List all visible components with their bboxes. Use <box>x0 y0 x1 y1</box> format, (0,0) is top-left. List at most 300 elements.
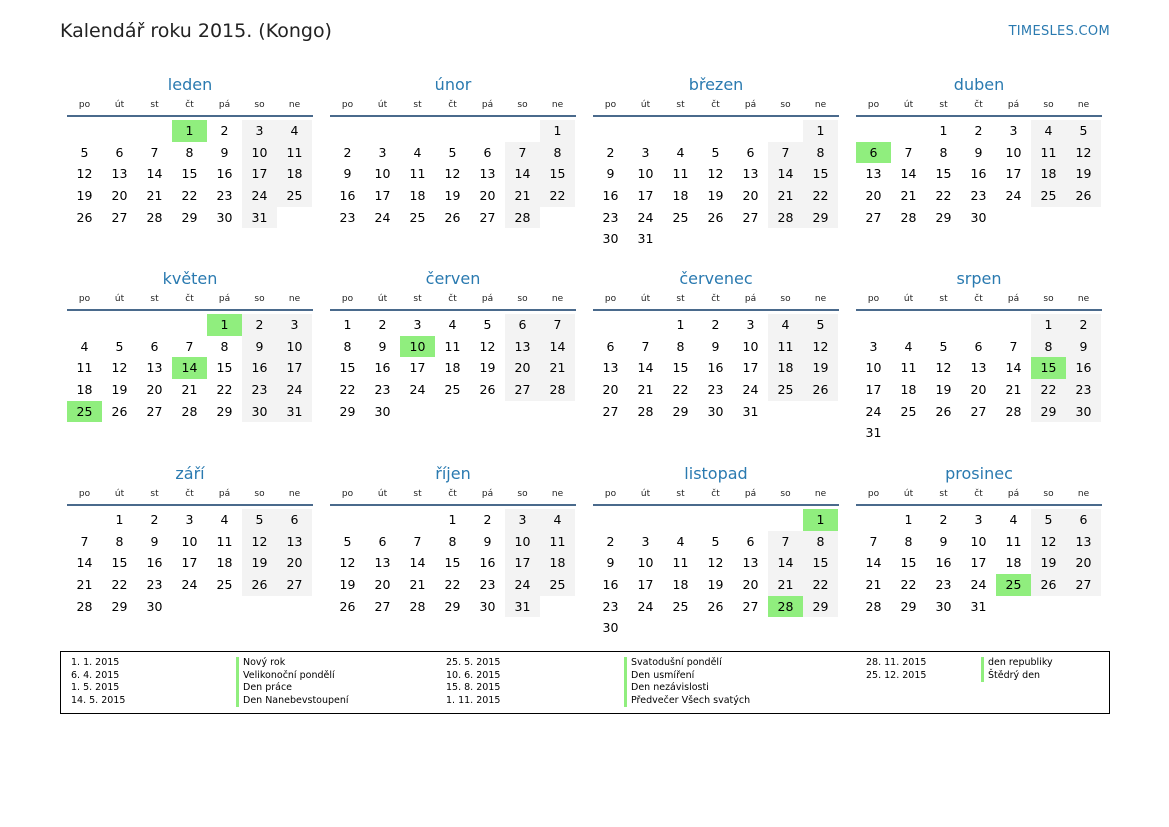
day-cell: 31 <box>742 403 759 419</box>
day-cell: 8 <box>803 142 838 164</box>
day-cell: 28 <box>505 207 540 229</box>
week-row <box>330 207 576 229</box>
weekday-label: čt <box>448 100 457 110</box>
week-row <box>330 552 576 574</box>
day-cell: 4 <box>676 144 685 160</box>
week-row <box>330 401 576 423</box>
week-row <box>856 509 1102 531</box>
day-cell: 8 <box>676 338 685 354</box>
weekday-label: út <box>377 100 388 110</box>
weekday-label: út <box>114 489 125 499</box>
day-cell: 4 <box>80 338 89 354</box>
weekday-label: út <box>903 489 914 499</box>
day-cell: 7 <box>413 533 422 549</box>
month-name: leden <box>167 75 213 94</box>
weekday-label: po <box>867 100 880 110</box>
empty-cell <box>733 120 768 142</box>
weekday-label: čt <box>448 294 457 304</box>
empty-cell <box>803 228 838 250</box>
day-cell: 26 <box>444 209 461 225</box>
day-cell: 31 <box>637 231 654 247</box>
day-cell: 28 <box>768 596 803 618</box>
day-cell: 2 <box>1066 314 1101 336</box>
day-cell: 7 <box>768 531 803 553</box>
day-cell: 5 <box>711 144 720 160</box>
day-cell: 31 <box>277 401 312 423</box>
day-cell: 23 <box>374 382 391 398</box>
legend-names <box>236 657 349 707</box>
empty-cell <box>926 314 961 336</box>
day-cell: 9 <box>974 144 983 160</box>
weekday-label: so <box>254 100 265 110</box>
day-cell: 26 <box>1066 185 1101 207</box>
weekday-label: čt <box>974 100 983 110</box>
day-cell: 4 <box>540 509 575 531</box>
week-row <box>856 596 1102 618</box>
day-cell: 27 <box>1066 574 1101 596</box>
legend-names <box>981 657 1053 682</box>
day-cell: 31 <box>970 598 987 614</box>
day-cell: 6 <box>378 533 387 549</box>
weekday-label: pá <box>218 100 231 110</box>
day-cell: 24 <box>970 577 987 593</box>
day-cell: 6 <box>606 338 615 354</box>
day-cell: 26 <box>479 382 496 398</box>
weekday-label: ne <box>1077 294 1090 304</box>
weekday-label: pá <box>744 294 757 304</box>
weekday-label: po <box>341 489 354 499</box>
day-cell: 12 <box>339 555 356 571</box>
day-cell: 14 <box>768 163 803 185</box>
empty-cell <box>172 596 207 618</box>
day-cell: 10 <box>970 533 987 549</box>
day-cell: 23 <box>602 598 619 614</box>
day-cell: 18 <box>1031 163 1066 185</box>
month-name: květen <box>162 269 218 288</box>
day-cell: 11 <box>76 360 93 376</box>
day-cell: 2 <box>242 314 277 336</box>
day-cell: 6 <box>505 314 540 336</box>
day-cell: 17 <box>970 555 987 571</box>
empty-cell <box>733 617 768 639</box>
legend-date: 15. 8. 2015 <box>446 682 501 694</box>
day-cell: 21 <box>768 185 803 207</box>
day-cell: 10 <box>242 142 277 164</box>
weekday-label: ne <box>1077 100 1090 110</box>
empty-cell <box>1066 596 1101 618</box>
day-cell: 14 <box>768 552 803 574</box>
day-cell: 1 <box>676 317 685 332</box>
day-cell: 17 <box>505 552 540 574</box>
day-cell: 16 <box>707 360 724 376</box>
weekday-header <box>593 292 839 311</box>
empty-cell <box>803 401 838 423</box>
week-row <box>330 142 576 164</box>
day-cell: 5 <box>803 314 838 336</box>
day-cell: 7 <box>540 314 575 336</box>
day-cell: 10 <box>374 166 391 182</box>
empty-cell <box>628 617 663 639</box>
day-cell: 30 <box>602 620 619 636</box>
day-cell: 16 <box>216 166 233 182</box>
empty-cell <box>540 596 575 618</box>
day-cell: 15 <box>339 360 356 376</box>
day-cell: 1 <box>172 120 207 142</box>
day-cell: 17 <box>277 357 312 379</box>
day-cell: 14 <box>172 357 207 379</box>
day-cell: 14 <box>409 555 426 571</box>
day-cell: 14 <box>505 163 540 185</box>
legend-holiday-name: Den práce <box>236 682 349 695</box>
day-cell: 13 <box>865 166 882 182</box>
day-cell: 29 <box>216 403 233 419</box>
day-cell: 18 <box>672 577 689 593</box>
day-cell: 25 <box>1031 185 1066 207</box>
day-cell: 5 <box>448 144 457 160</box>
empty-cell <box>996 207 1031 229</box>
weekday-label: ne <box>288 294 301 304</box>
day-cell: 6 <box>746 533 755 549</box>
day-cell: 11 <box>409 166 426 182</box>
empty-cell <box>435 401 470 423</box>
day-cell: 19 <box>707 577 724 593</box>
day-cell: 22 <box>803 185 838 207</box>
week-row <box>856 422 1102 444</box>
day-cell: 20 <box>865 188 882 204</box>
day-cell: 7 <box>768 142 803 164</box>
day-cell: 20 <box>742 577 759 593</box>
weekday-label: ne <box>551 100 564 110</box>
day-cell: 28 <box>768 207 803 229</box>
day-cell: 7 <box>185 338 194 354</box>
day-cell: 18 <box>768 357 803 379</box>
day-cell: 25 <box>768 379 803 401</box>
day-cell: 19 <box>707 188 724 204</box>
day-cell: 2 <box>606 144 615 160</box>
month-6 <box>593 266 839 444</box>
day-cell: 23 <box>707 382 724 398</box>
day-cell: 21 <box>768 574 803 596</box>
day-cell: 4 <box>413 144 422 160</box>
day-cell: 16 <box>339 188 356 204</box>
day-cell: 18 <box>900 382 917 398</box>
day-cell: 27 <box>742 209 759 225</box>
day-cell: 15 <box>672 360 689 376</box>
empty-cell <box>505 401 540 423</box>
empty-cell <box>856 120 891 142</box>
day-cell: 15 <box>181 166 198 182</box>
day-cell: 24 <box>374 209 391 225</box>
week-row <box>593 617 839 639</box>
day-cell: 15 <box>803 552 838 574</box>
weekday-header <box>593 487 839 506</box>
week-row <box>856 163 1102 185</box>
empty-cell <box>1066 207 1101 229</box>
week-row <box>593 596 839 618</box>
empty-cell <box>698 120 733 142</box>
week-row <box>856 120 1102 142</box>
empty-cell <box>400 120 435 142</box>
brand-link[interactable]: TIMESLES.COM <box>1008 24 1110 39</box>
day-cell: 3 <box>641 144 650 160</box>
day-cell: 13 <box>505 336 540 358</box>
empty-cell <box>891 422 926 444</box>
weekday-label: st <box>676 100 685 110</box>
day-cell: 30 <box>479 598 496 614</box>
day-cell: 11 <box>277 142 312 164</box>
day-cell: 17 <box>374 188 391 204</box>
day-cell: 29 <box>339 403 356 419</box>
empty-cell <box>365 120 400 142</box>
day-cell: 16 <box>479 555 496 571</box>
weekday-label: so <box>1043 100 1054 110</box>
week-row <box>856 574 1102 596</box>
day-cell: 15 <box>444 555 461 571</box>
day-cell: 19 <box>479 360 496 376</box>
day-cell: 28 <box>146 209 163 225</box>
day-cell: 7 <box>1009 338 1018 354</box>
empty-cell <box>172 314 207 336</box>
day-cell: 25 <box>216 577 233 593</box>
day-cell: 1 <box>904 512 913 527</box>
weekday-label: ne <box>814 100 827 110</box>
weekday-label: st <box>413 294 422 304</box>
legend-date: 1. 1. 2015 <box>71 657 120 668</box>
day-cell: 29 <box>935 209 952 225</box>
day-cell: 30 <box>216 209 233 225</box>
month-2 <box>593 72 839 250</box>
empty-cell <box>733 509 768 531</box>
day-cell: 28 <box>409 598 426 614</box>
day-cell: 12 <box>444 166 461 182</box>
day-cell: 26 <box>1031 574 1066 596</box>
legend-dates <box>866 657 926 682</box>
day-cell: 9 <box>220 144 229 160</box>
day-cell: 11 <box>672 555 689 571</box>
weekday-header <box>67 292 313 311</box>
weekday-label: út <box>903 294 914 304</box>
legend-holiday-name: Nový rok <box>236 657 349 670</box>
weekday-header <box>330 292 576 311</box>
week-row <box>593 574 839 596</box>
weekday-label: st <box>413 489 422 499</box>
day-cell: 28 <box>900 209 917 225</box>
day-cell: 15 <box>111 555 128 571</box>
day-cell: 2 <box>220 123 229 138</box>
empty-cell <box>803 617 838 639</box>
legend-holiday-name: Svatodušní pondělí <box>624 657 750 670</box>
week-row <box>593 120 839 142</box>
day-cell: 3 <box>746 317 755 332</box>
day-cell: 12 <box>111 360 128 376</box>
empty-cell <box>926 422 961 444</box>
day-cell: 13 <box>970 360 987 376</box>
empty-cell <box>470 401 505 423</box>
empty-cell <box>698 509 733 531</box>
day-cell: 29 <box>444 598 461 614</box>
legend-holiday-name: Štědrý den <box>981 670 1053 683</box>
day-cell: 24 <box>181 577 198 593</box>
day-cell: 12 <box>1031 531 1066 553</box>
empty-cell <box>67 509 102 531</box>
day-cell: 9 <box>242 336 277 358</box>
weekday-label: čt <box>974 489 983 499</box>
day-cell: 20 <box>146 382 163 398</box>
weekday-label: pá <box>744 100 757 110</box>
weekday-label: út <box>640 294 651 304</box>
day-cell: 21 <box>865 577 882 593</box>
day-cell: 27 <box>865 209 882 225</box>
month-9 <box>330 461 576 639</box>
day-cell: 18 <box>409 188 426 204</box>
legend-date: 14. 5. 2015 <box>71 694 126 706</box>
day-cell: 2 <box>378 317 387 332</box>
empty-cell <box>593 509 628 531</box>
weekday-label: ne <box>551 489 564 499</box>
weekday-label: so <box>1043 294 1054 304</box>
empty-cell <box>768 617 803 639</box>
day-cell: 2 <box>483 512 492 527</box>
day-cell: 9 <box>343 166 352 182</box>
weekday-label: ne <box>551 294 564 304</box>
day-cell: 5 <box>939 338 948 354</box>
day-cell: 25 <box>444 382 461 398</box>
day-cell: 22 <box>900 577 917 593</box>
empty-cell <box>628 509 663 531</box>
day-cell: 5 <box>115 338 124 354</box>
empty-cell <box>435 120 470 142</box>
day-cell: 8 <box>540 142 575 164</box>
weekday-label: čt <box>448 489 457 499</box>
weekday-label: út <box>114 100 125 110</box>
legend-names <box>624 657 750 707</box>
day-cell: 25 <box>540 574 575 596</box>
day-cell: 9 <box>378 338 387 354</box>
weekday-label: pá <box>218 489 231 499</box>
weekday-label: po <box>341 100 354 110</box>
day-cell: 7 <box>505 142 540 164</box>
day-cell: 10 <box>181 533 198 549</box>
day-cell: 2 <box>974 123 983 138</box>
weekday-label: út <box>377 294 388 304</box>
month-8 <box>67 461 313 639</box>
day-cell: 18 <box>277 163 312 185</box>
day-cell: 17 <box>865 382 882 398</box>
day-cell: 25 <box>67 401 102 423</box>
empty-cell <box>663 617 698 639</box>
day-cell: 29 <box>900 598 917 614</box>
month-name: červen <box>425 269 481 288</box>
day-cell: 27 <box>374 598 391 614</box>
legend-holiday-name: Předvečer Všech svatých <box>624 695 750 708</box>
week-row <box>856 531 1102 553</box>
day-cell: 9 <box>150 533 159 549</box>
day-cell: 9 <box>711 338 720 354</box>
week-row <box>856 379 1102 401</box>
day-cell: 7 <box>150 144 159 160</box>
weekday-label: st <box>413 100 422 110</box>
day-cell: 2 <box>343 144 352 160</box>
empty-cell <box>961 314 996 336</box>
day-cell: 27 <box>277 574 312 596</box>
day-cell: 27 <box>146 403 163 419</box>
day-cell: 30 <box>1066 401 1101 423</box>
day-cell: 16 <box>374 360 391 376</box>
month-name: září <box>175 464 205 483</box>
weekday-label: pá <box>1007 489 1020 499</box>
weekday-label: so <box>517 294 528 304</box>
day-cell: 5 <box>1031 509 1066 531</box>
day-cell: 17 <box>409 360 426 376</box>
day-cell: 12 <box>803 336 838 358</box>
day-cell: 30 <box>242 401 277 423</box>
day-cell: 24 <box>637 598 654 614</box>
empty-cell <box>242 596 277 618</box>
day-cell: 1 <box>803 509 838 531</box>
weekday-label: st <box>939 489 948 499</box>
day-cell: 22 <box>672 382 689 398</box>
day-cell: 16 <box>970 166 987 182</box>
day-cell: 20 <box>742 188 759 204</box>
weekday-label: čt <box>711 100 720 110</box>
empty-cell <box>768 228 803 250</box>
month-7 <box>856 266 1102 444</box>
day-cell: 5 <box>80 144 89 160</box>
day-cell: 1 <box>540 120 575 142</box>
week-row <box>67 509 313 531</box>
day-cell: 22 <box>339 382 356 398</box>
day-cell: 8 <box>343 338 352 354</box>
empty-cell <box>891 314 926 336</box>
day-cell: 3 <box>505 509 540 531</box>
weekday-label: pá <box>481 489 494 499</box>
empty-cell <box>137 120 172 142</box>
weekday-label: ne <box>288 100 301 110</box>
day-cell: 21 <box>1005 382 1022 398</box>
day-cell: 11 <box>672 166 689 182</box>
day-cell: 2 <box>606 533 615 549</box>
day-cell: 14 <box>540 336 575 358</box>
day-cell: 9 <box>606 555 615 571</box>
day-cell: 25 <box>996 574 1031 596</box>
day-cell: 10 <box>277 336 312 358</box>
week-row <box>67 596 313 618</box>
empty-cell <box>400 509 435 531</box>
weekday-label: pá <box>218 294 231 304</box>
day-cell: 6 <box>746 144 755 160</box>
week-row <box>330 120 576 142</box>
week-row <box>67 336 313 358</box>
weekday-label: po <box>604 489 617 499</box>
day-cell: 5 <box>1066 120 1101 142</box>
day-cell: 27 <box>505 379 540 401</box>
day-cell: 13 <box>146 360 163 376</box>
weekday-label: so <box>254 294 265 304</box>
day-cell: 8 <box>803 531 838 553</box>
weekday-header <box>330 487 576 506</box>
day-cell: 10 <box>742 338 759 354</box>
weekday-header <box>856 98 1102 117</box>
day-cell: 18 <box>1005 555 1022 571</box>
month-10 <box>593 461 839 639</box>
day-cell: 6 <box>150 338 159 354</box>
weekday-label: po <box>78 100 91 110</box>
day-cell: 23 <box>146 577 163 593</box>
month-name: srpen <box>956 269 1002 288</box>
week-row <box>593 509 839 531</box>
day-cell: 30 <box>374 403 391 419</box>
day-cell: 12 <box>707 555 724 571</box>
